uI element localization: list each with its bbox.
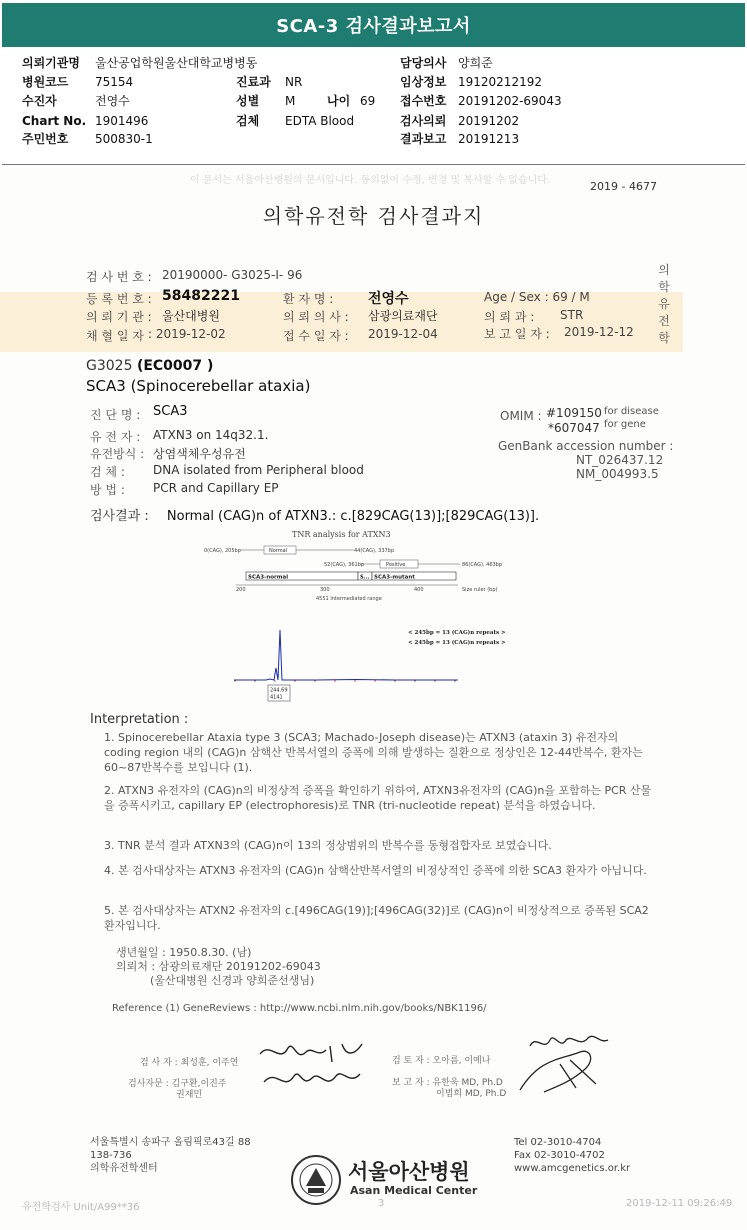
positive-right-label: 86(CAG), 463bp <box>462 562 503 568</box>
omim-disease: #109150 <box>546 406 602 420</box>
info-value-r2-c1: M <box>285 94 296 108</box>
diag: SCA3 <box>153 404 188 419</box>
info-age-label: 나이 <box>327 94 351 108</box>
requester-sub: (울산대병원 신경과 양희준선생님) <box>150 974 315 987</box>
exam-no-label: 검 사 번 호 : <box>86 270 152 284</box>
peak-label-1: 244.69 <box>270 687 288 694</box>
intermediate-range-label: 4551 intermediated range <box>316 596 382 602</box>
info-value-r1-c1: NR <box>285 75 303 89</box>
page-number: 3 <box>378 1198 385 1209</box>
dept-label: 의 뢰 과 : <box>484 310 535 324</box>
report-info-table <box>0 50 747 166</box>
info-label-r1-c0: 병원코드 <box>22 75 69 89</box>
signature-marks-left <box>250 1036 370 1098</box>
info-age-value: 69 <box>360 94 376 108</box>
divider <box>2 164 745 165</box>
info-label-r2-c0: 수진자 <box>22 94 57 108</box>
gene: ATXN3 on 14q32.1. <box>153 428 269 442</box>
gene-label: 유 전 자 : <box>90 430 141 444</box>
reg-no-label: 등 록 번 호 : <box>86 292 152 306</box>
info-label-r3-c2: 검사의뢰 <box>400 114 447 128</box>
info-label-r0-c2: 담당의사 <box>400 56 447 70</box>
normal-right-label: 44(CAG), 337bp <box>354 548 395 554</box>
org-label: 의 뢰 기 관 : <box>86 310 152 324</box>
method-label: 방 법 : <box>90 483 125 497</box>
info-label-r0-c0: 의뢰기관명 <box>22 56 80 70</box>
sig-examiner: 검 사 자 : 최성훈, 이주연 <box>140 1058 239 1068</box>
test-result <box>90 505 539 524</box>
bar-mutant-label: SCA3-mutant <box>374 574 415 581</box>
collect-label: 채 혈 일 자 <box>86 329 144 343</box>
hospital-name: 서울아산병원 <box>348 1160 470 1184</box>
document-title: 의학유전학 검사결과지 <box>262 204 485 228</box>
inherit-label: 유전방식 : <box>90 447 145 461</box>
allele-1-label: < 245bp = 13 (CAG)n repeats > <box>408 630 506 636</box>
info-label-r4-c2: 결과보고 <box>400 132 447 146</box>
report-date: 2019-12-12 <box>564 325 634 339</box>
watermark-notice: 이 문서는 서울아산병원의 문서입니다. 동의없이 수정, 변경 및 복사할 수 없습니다. <box>190 175 551 186</box>
side-label: 의학유전학 <box>658 263 670 345</box>
specimen: DNA isolated from Peripheral blood <box>153 463 364 477</box>
info-value-r0-c2: 양희준 <box>458 56 493 70</box>
fax: Fax 02-3010-4702 <box>514 1150 605 1161</box>
bar-mid-label: S... <box>360 574 370 581</box>
ruler-label: Size ruler (bp) <box>462 587 498 593</box>
genbank-1: NT_026437.12 <box>576 453 664 467</box>
positive-box-label: Positive <box>386 562 406 568</box>
omim-gene-note: for gene <box>604 419 646 430</box>
sig-consultant-1: 검사자문 : 김구환,이진주 <box>128 1079 227 1089</box>
patient-name: 전영수 <box>368 291 409 307</box>
info-value-r1-c0: 75154 <box>95 75 134 89</box>
diag-label: 진 단 명 : <box>90 408 141 422</box>
interpretation-para-2: 2. ATXN3 유전자의 (CAG)n의 비정상적 증폭을 확인하기 위하여, ATXN3유전자의 (CAG)n을 포함하는 PCR 산물을 증폭시키고, capillary EP (electrophoresis)로 TNR (tri-nucleotide repeat) 분석을 하였습니다. <box>104 784 652 812</box>
interpretation-para-1: 1. Spinocerebellar Ataxia type 3 (SCA3; Machado-Joseph disease)는 ATXN3 (ataxin 3) 유전자의 coding region 내의 (CAG)n 삼핵산 반복서열의 증폭에 의해 발생하는 질환으로 정상인은 12-44반복수, 환자는 60~87반복수를 보입니다 (1). <box>104 731 643 774</box>
info-value-r4-c2: 20191213 <box>458 132 520 146</box>
disease-name: SCA3 (Spinocerebellar ataxia) <box>86 377 311 395</box>
org: 울산대병원 <box>162 309 220 323</box>
info-value-r1-c2: 19120212192 <box>458 75 542 89</box>
test-sub-code: (EC0007 ) <box>136 358 214 374</box>
bottom-unit-code: 유전학검사 Unit/A99**36 <box>22 1202 140 1213</box>
ruler-tick-0: 200 <box>236 587 246 593</box>
report-label: 보 고 일 자 : <box>484 327 550 341</box>
normal-left-label: 0(CAG), 205bp <box>204 548 241 554</box>
reg-no: 58482221 <box>162 288 240 304</box>
info-value-r2-c2: 20191202-69043 <box>458 94 562 108</box>
peak-label-2: 4141 <box>270 694 283 701</box>
exam-no: 20190000- G3025-I- 96 <box>162 268 303 282</box>
interpretation-heading: Interpretation : <box>90 712 189 727</box>
info-label-r2-c1: 성별 <box>236 94 260 108</box>
interpretation-para-5: 5. 본 검사대상자는 ATXN2 유전자의 c.[496CAG(19)];[496CAG(32)]로 (CAG)n이 비정상적으로 증폭된 SCA2 환자입니다. <box>104 904 649 932</box>
address-line-2: 138-736 <box>90 1150 132 1161</box>
info-value-r2-c0: 전영수 <box>95 94 130 108</box>
info-value-r3-c0: 1901496 <box>95 114 149 128</box>
test-code: G3025 <box>86 358 133 374</box>
omim-label: OMIM : <box>500 409 542 423</box>
result-label: 검사결과 : <box>90 509 149 524</box>
info-label-r1-c2: 임상정보 <box>400 75 447 89</box>
info-value-r3-c1: EDTA Blood <box>285 114 355 128</box>
info-label-r2-c2: 접수번호 <box>400 94 447 108</box>
document-number: 2019 - 4677 <box>590 180 657 193</box>
test-code-line <box>86 358 213 374</box>
interpretation-para-3: 3. TNR 분석 결과 ATXN3의 (CAG)n이 13의 정상범위의 반복수를 동형접합자로 보였습니다. <box>104 839 552 852</box>
figure-title: TNR analysis for ATXN3 <box>292 530 391 539</box>
reference: Reference (1) GeneReviews : http://www.ncbi.nlm.nih.gov/books/NBK1196/ <box>112 1003 487 1014</box>
specimen-label: 검 체 : <box>90 465 125 479</box>
result-value: Normal (CAG)n of ATXN3.: c.[829CAG(13)];[829CAG(13)]. <box>166 509 540 524</box>
patient-label: 환 자 명 : <box>283 292 334 306</box>
allele-2-label: < 245bp = 13 (CAG)n repeats > <box>408 640 506 646</box>
electropherogram-trace <box>234 630 458 680</box>
address-line-3: 의학유전학센터 <box>90 1163 158 1174</box>
genbank-label: GenBank accession number : <box>498 439 674 453</box>
ruler-tick-1: 300 <box>320 587 330 593</box>
doctor: 삼광의료재단 <box>368 309 438 323</box>
ruler-tick-2: 400 <box>414 587 424 593</box>
info-value-r0-c0: 울산공업학원울산대학교병병동 <box>95 56 258 70</box>
info-value-r4-c0: 500830-1 <box>95 132 153 146</box>
sig-reporter-2: 이범희 MD, Ph.D <box>436 1089 507 1099</box>
sig-reviewer: 검 토 자 : 오아름, 이예나 <box>392 1056 491 1066</box>
doctor-label: 의 뢰 의 사 : <box>283 310 349 324</box>
receive-label: 접 수 일 자 : <box>283 329 349 343</box>
normal-box-label: Normal <box>269 548 288 554</box>
asan-foundation-logo-icon <box>290 1154 342 1206</box>
report-title: SCA-3 검사결과보고서 <box>2 3 745 47</box>
birth-date: 생년월일 : 1950.8.30. (남) <box>116 946 252 959</box>
sig-consultant-2: 권재민 <box>176 1090 203 1100</box>
bar-normal-label: SCA3-normal <box>248 574 289 581</box>
website: www.amcgenetics.or.kr <box>514 1163 631 1174</box>
interpretation-para-4: 4. 본 검사대상자는 ATXN3 유전자의 (CAG)n 삼핵산반복서열의 비정상적인 증폭에 의한 SCA3 환자가 아닙니다. <box>104 864 647 877</box>
info-label-r4-c0: 주민번호 <box>22 132 69 146</box>
address-line-1: 서울특별시 송파구 올림픽로43길 88 <box>90 1137 251 1148</box>
info-value-r3-c2: 20191202 <box>458 114 520 128</box>
tel: Tel 02-3010-4704 <box>514 1137 602 1148</box>
omim-gene: *607047 <box>548 421 600 435</box>
hospital-name-en: Asan Medical Center <box>350 1184 478 1197</box>
requester: 의뢰처 : 삼광의료재단 20191202-69043 <box>116 960 321 973</box>
genbank-2: NM_004993.5 <box>576 467 659 481</box>
info-label-r3-c1: 검체 <box>236 114 260 128</box>
positive-left-label: 52(CAG), 361bp <box>324 562 365 568</box>
age-sex: Age / Sex : 69 / M <box>484 290 590 304</box>
sig-reporter-1: 보 고 자 : 유한욱 MD, Ph.D <box>392 1078 503 1088</box>
info-label-r3-c0: Chart No. <box>22 114 87 128</box>
print-timestamp: 2019-12-11 09:26:49 <box>626 1198 733 1209</box>
method: PCR and Capillary EP <box>153 481 279 495</box>
tnr-analysis-figure <box>196 528 526 708</box>
signature-marks-right <box>500 1030 620 1100</box>
dept: STR <box>560 308 584 322</box>
info-label-r1-c1: 진료과 <box>236 75 271 89</box>
omim-disease-note: for disease <box>604 406 659 417</box>
inherit: 상염색체우성유전 <box>153 447 246 461</box>
collect-date: : 2019-12-02 <box>148 327 226 341</box>
receive-date: 2019-12-04 <box>368 327 438 341</box>
